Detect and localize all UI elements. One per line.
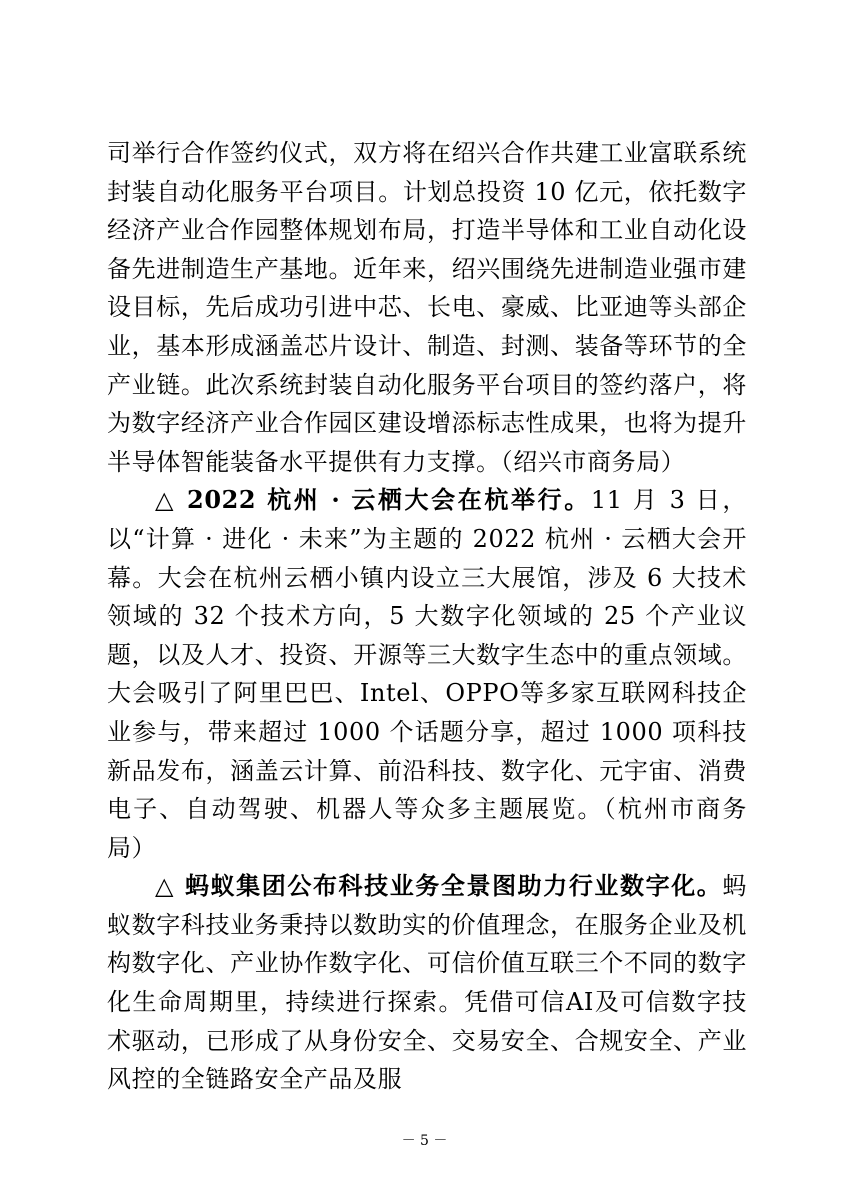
paragraph-continuation	[107, 134, 747, 481]
paragraph-text: 司举行合作签约仪式，双方将在绍兴合作共建工业富联系统封装自动化服务平台项目。计划总投资 10 亿元，依托数字经济产业合作园整体规划布局，打造半导体和工业自动化设备先进制造生产基地。近年来，绍兴围绕先进制造业强市建设目标，先后成功引进中芯、长电、豪威、比亚迪等头部企业，基本形成涵盖芯片设计、制造、封测、装备等环节的全产业链。此次系统封装自动化服务平台项目的签约落户，将为数字经济产业合作园区建设增添标志性成果，也将为提升半导体智能装备水平提供有力支撑。（绍兴市商务局）	[107, 139, 747, 476]
paragraph-yunqi-conference	[107, 481, 747, 867]
paragraph-text: 11 月 3 日，以“计算 · 进化 · 未来”为主题的 2022 杭州 · 云栖大会开幕。大会在杭州云栖小镇内设立三大展馆，涉及 6 大技术领域的 32 个技术方向，5 大数字化领域的 25 个产业议题，以及人才、投资、开源等三大数字生态中的重点领域。大会吸引了阿里巴巴、Intel、OPPO等多家互联网科技企业参与，带来超过 1000 个话题分享，超过 1000 项科技新品发布，涵盖云计算、前沿科技、数字化、元宇宙、消费电子、自动驾驶、机器人等众多主题展览。（杭州市商务局）	[107, 486, 747, 862]
body-text	[107, 134, 747, 1099]
paragraph-heading: △ 2022 杭州 · 云栖大会在杭举行。	[155, 485, 591, 515]
paragraph-ant-group	[107, 867, 747, 1099]
paragraph-heading: △ 蚂蚁集团公布科技业务全景图助力行业数字化。	[155, 871, 723, 901]
page-number: － 5 －	[401, 1133, 448, 1149]
paragraph-text: 蚂蚁数字科技业务秉持以数助实的价值理念，在服务企业及机构数字化、产业协作数字化、可信价值互联三个不同的数字化生命周期里，持续进行探索。凭借可信AI及可信数字技术驱动，已形成了从身份安全、交易安全、合规安全、产业风控的全链路安全产品及服	[107, 872, 747, 1094]
